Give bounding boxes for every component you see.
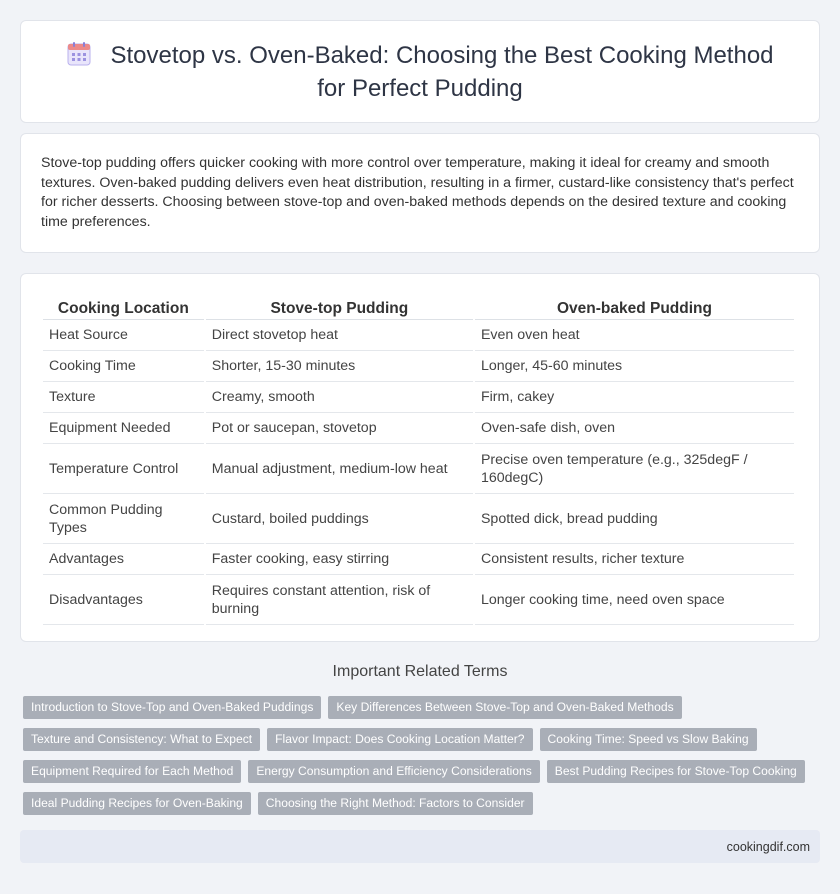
table-row [43, 544, 794, 575]
table-cell: Even oven heat [475, 320, 794, 351]
table-cell: Longer cooking time, need oven space [475, 575, 794, 625]
related-terms-heading: Important Related Terms [332, 663, 508, 680]
table-header-row [43, 294, 794, 320]
table-cell: Custard, boiled puddings [206, 494, 473, 544]
comparison-table-card [20, 273, 820, 642]
chip-row [23, 728, 823, 751]
table-header-cell: Stove-top Pudding [206, 294, 473, 320]
table-cell: Spotted dick, bread pudding [475, 494, 794, 544]
footer-site-name[interactable]: cookingdif.com [726, 839, 810, 854]
table-row [43, 413, 794, 444]
related-term-chip[interactable]: Key Differences Between Stove-Top and Oven-Baked Methods [328, 696, 681, 719]
table-cell: Cooking Time [43, 351, 204, 382]
calendar-icon [66, 41, 92, 74]
related-term-chip[interactable]: Flavor Impact: Does Cooking Location Matter? [267, 728, 532, 751]
table-cell: Longer, 45-60 minutes [475, 351, 794, 382]
related-terms-list [23, 696, 823, 824]
table-header-cell: Cooking Location [43, 294, 204, 320]
table-cell: Advantages [43, 544, 204, 575]
table-cell: Faster cooking, easy stirring [206, 544, 473, 575]
related-term-chip[interactable]: Introduction to Stove-Top and Oven-Baked Puddings [23, 696, 321, 719]
table-row [43, 575, 794, 625]
table-cell: Pot or saucepan, stovetop [206, 413, 473, 444]
table-cell: Texture [43, 382, 204, 413]
table-cell: Requires constant attention, risk of burning [206, 575, 473, 625]
related-term-chip[interactable]: Ideal Pudding Recipes for Oven-Baking [23, 792, 251, 815]
table-row [43, 351, 794, 382]
table-cell: Consistent results, richer texture [475, 544, 794, 575]
related-term-chip[interactable]: Equipment Required for Each Method [23, 760, 241, 783]
related-term-chip[interactable]: Best Pudding Recipes for Stove-Top Cooking [547, 760, 805, 783]
table-row [43, 382, 794, 413]
chip-row [23, 760, 823, 783]
table-row [43, 494, 794, 544]
title-wrap [51, 41, 789, 103]
related-term-chip[interactable]: Texture and Consistency: What to Expect [23, 728, 260, 751]
table-cell: Firm, cakey [475, 382, 794, 413]
related-term-chip[interactable]: Choosing the Right Method: Factors to Consider [258, 792, 533, 815]
page-title-text: Stovetop vs. Oven-Baked: Choosing the Best Cooking Method for Perfect Pudding [110, 41, 774, 102]
title-card [20, 20, 820, 123]
table-row [43, 320, 794, 351]
table-cell: Precise oven temperature (e.g., 325degF / 160degC) [475, 444, 794, 494]
related-term-chip[interactable]: Energy Consumption and Efficiency Considerations [248, 760, 539, 783]
table-cell: Oven-safe dish, oven [475, 413, 794, 444]
table-row [43, 444, 794, 494]
intro-paragraph: Stove-top pudding offers quicker cooking with more control over temperature, making it ideal for creamy and smooth textures. Oven-baked pudding delivers even heat distribution, resulting in a firmer, custard-like consistency that's perfect for richer desserts. Choosing between stove-top and oven-baked methods depends on the desired texture and cooking time preferences. [41, 155, 794, 230]
footer [20, 830, 820, 863]
table-cell: Common Pudding Types [43, 494, 204, 544]
table-cell: Equipment Needed [43, 413, 204, 444]
table-header-cell: Oven-baked Pudding [475, 294, 794, 320]
table-cell: Temperature Control [43, 444, 204, 494]
comparison-table [41, 294, 796, 625]
table-cell: Direct stovetop heat [206, 320, 473, 351]
table-cell: Shorter, 15-30 minutes [206, 351, 473, 382]
page-title [51, 41, 789, 103]
chip-row [23, 696, 823, 719]
table-cell: Manual adjustment, medium-low heat [206, 444, 473, 494]
intro-card [20, 133, 820, 253]
related-term-chip[interactable]: Cooking Time: Speed vs Slow Baking [540, 728, 757, 751]
table-cell: Heat Source [43, 320, 204, 351]
chip-row [23, 792, 823, 815]
table-cell: Disadvantages [43, 575, 204, 625]
table-cell: Creamy, smooth [206, 382, 473, 413]
